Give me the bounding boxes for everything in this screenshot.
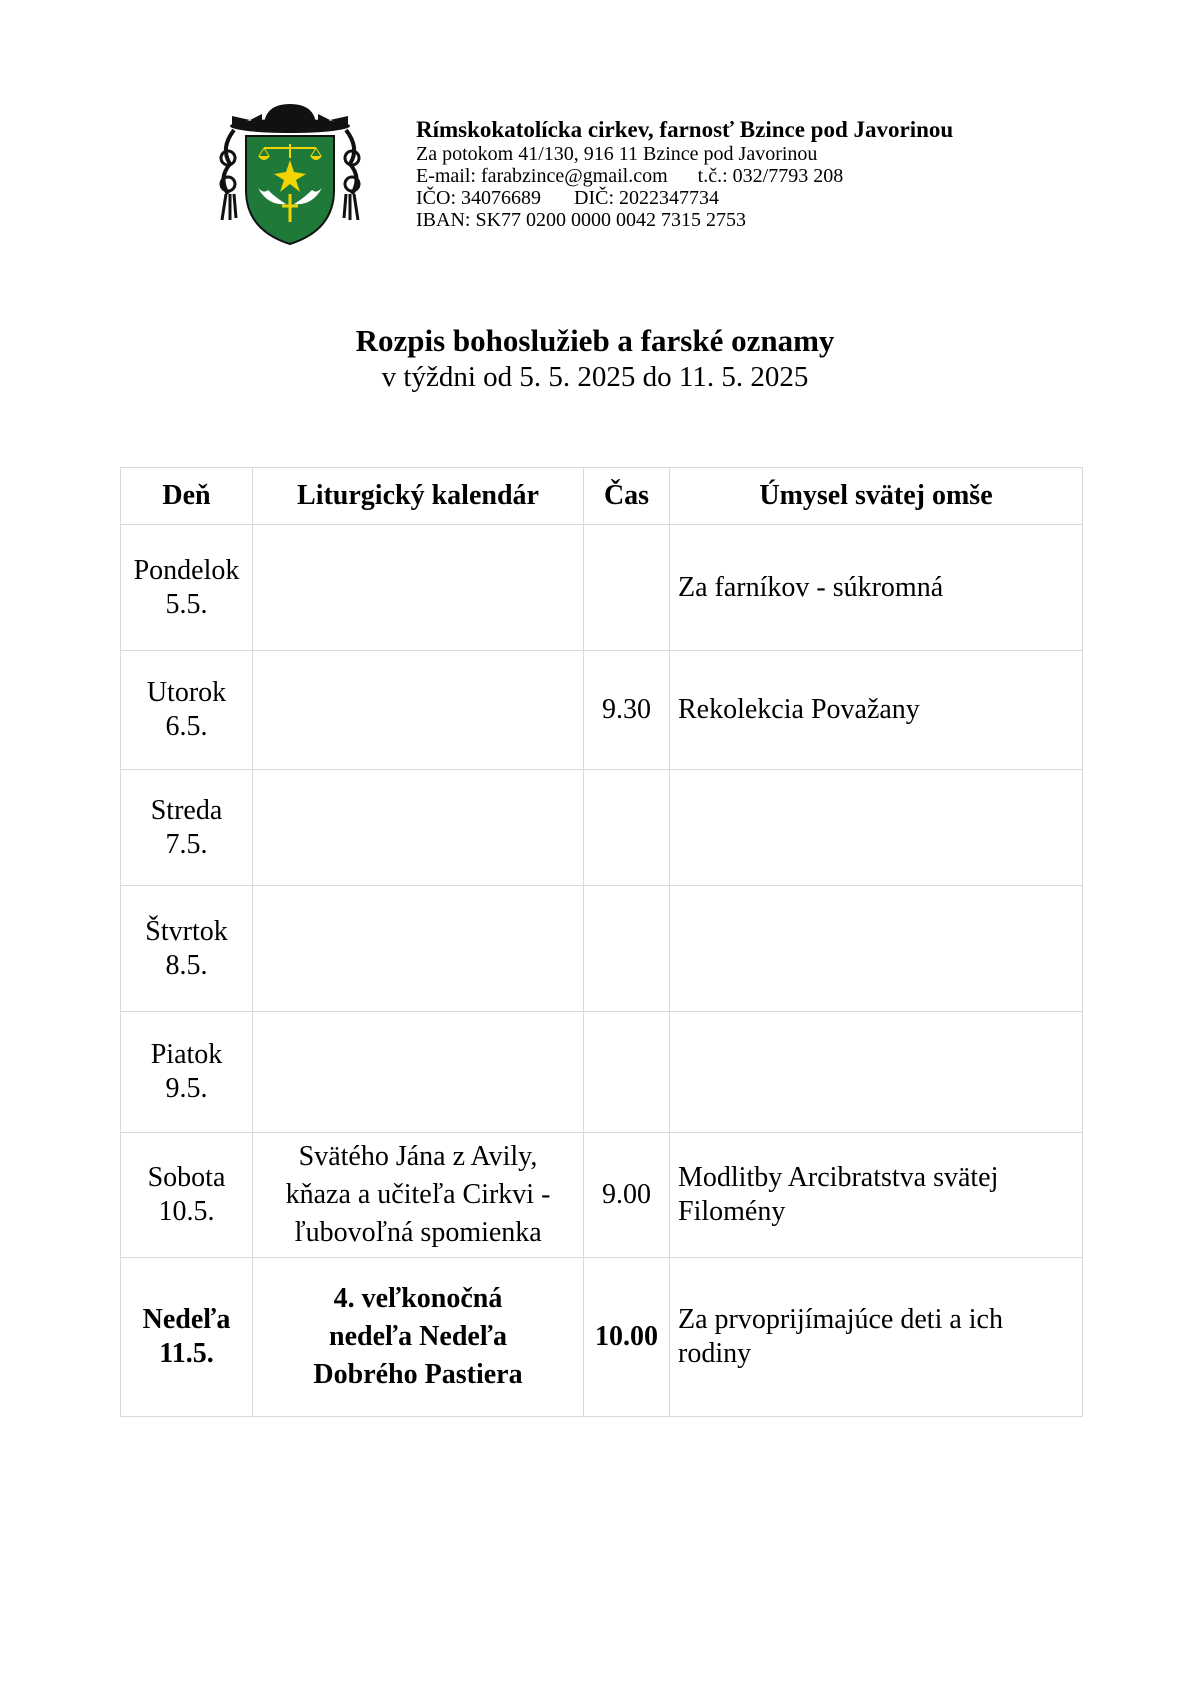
day-name: Utorok: [146, 677, 227, 708]
day-cell: [121, 651, 253, 770]
schedule-table: [120, 467, 1083, 1417]
liturgy-cell: Svätého Jána z Avily, kňaza a učiteľa Cirkvi - ľubovoľná spomienka: [253, 1133, 584, 1258]
day-name: Sobota: [147, 1162, 226, 1193]
organization-ico: IČO: 34076689: [416, 187, 541, 209]
day-cell: [121, 1258, 253, 1417]
organization-email: E-mail: farabzince@gmail.com: [416, 165, 668, 187]
table-row: [121, 1258, 1083, 1417]
time-cell: [584, 1012, 670, 1133]
time-cell: 9.00: [584, 1133, 670, 1258]
day-cell: [121, 770, 253, 886]
organization-ids: [416, 187, 1116, 209]
intention-cell: Za prvoprijímajúce deti a ich rodiny: [670, 1258, 1083, 1417]
table-row: [121, 1133, 1083, 1258]
intention-cell: Za farníkov - súkromná: [670, 525, 1083, 651]
liturgy-cell: 4. veľkonočná nedeľa Nedeľa Dobrého Pastiera: [253, 1258, 584, 1417]
day-date: 7.5.: [165, 828, 208, 860]
organization-address: Za potokom 41/130, 916 11 Bzince pod Javorinou: [416, 143, 818, 165]
document-subtitle: v týždni od 5. 5. 2025 do 11. 5. 2025: [381, 361, 809, 393]
day-name: Štvrtok: [145, 915, 228, 947]
time-cell: [584, 886, 670, 1012]
day-name: Nedeľa: [142, 1304, 231, 1335]
day-cell: [121, 525, 253, 651]
liturgy-cell: [253, 886, 584, 1012]
header-intention: Úmysel svätej omše: [670, 468, 1083, 525]
intention-cell: [670, 886, 1083, 1012]
intention-cell: [670, 770, 1083, 886]
day-name: Streda: [150, 794, 223, 826]
liturgy-cell: [253, 651, 584, 770]
day-cell: [121, 1012, 253, 1133]
organization-header: [416, 117, 1116, 231]
day-date: 6.5.: [165, 711, 208, 742]
day-date: 10.5.: [158, 1196, 215, 1227]
parish-coat-of-arms: [212, 98, 368, 248]
day-name: Piatok: [150, 1039, 223, 1070]
header-time: Čas: [584, 468, 670, 525]
organization-phone: t.č.: 032/7793 208: [697, 165, 844, 187]
organization-dic: DIČ: 2022347734: [574, 187, 719, 209]
liturgy-cell: [253, 525, 584, 651]
time-cell: [584, 770, 670, 886]
intention-cell: Modlitby Arcibratstva svätej Filomény: [670, 1133, 1083, 1258]
table-row: [121, 770, 1083, 886]
header-day: Deň: [121, 468, 253, 525]
day-cell: [121, 886, 253, 1012]
table-row: [121, 525, 1083, 651]
table-row: [121, 1012, 1083, 1133]
document-title: Rozpis bohoslužieb a farské oznamy: [355, 323, 835, 358]
document-title-block: [0, 323, 1190, 395]
day-date: 5.5.: [165, 588, 208, 620]
day-date: 11.5.: [159, 1338, 214, 1369]
table-header-row: [121, 468, 1083, 525]
organization-contact: [416, 165, 1116, 187]
liturgy-cell: [253, 1012, 584, 1133]
liturgy-cell: [253, 770, 584, 886]
day-date: 8.5.: [165, 949, 208, 981]
day-date: 9.5.: [165, 1073, 208, 1104]
organization-iban: IBAN: SK77 0200 0000 0042 7315 2753: [416, 209, 747, 231]
time-cell: [584, 525, 670, 651]
header-liturgy: Liturgický kalendár: [253, 468, 584, 525]
time-cell: 9.30: [584, 651, 670, 770]
day-name: Pondelok: [133, 554, 240, 586]
table-row: [121, 886, 1083, 1012]
intention-cell: Rekolekcia Považany: [670, 651, 1083, 770]
table-row: [121, 651, 1083, 770]
time-cell: 10.00: [584, 1258, 670, 1417]
intention-cell: [670, 1012, 1083, 1133]
organization-name: Rímskokatolícka cirkev, farnosť Bzince pod Javorinou: [416, 117, 954, 142]
day-cell: [121, 1133, 253, 1258]
